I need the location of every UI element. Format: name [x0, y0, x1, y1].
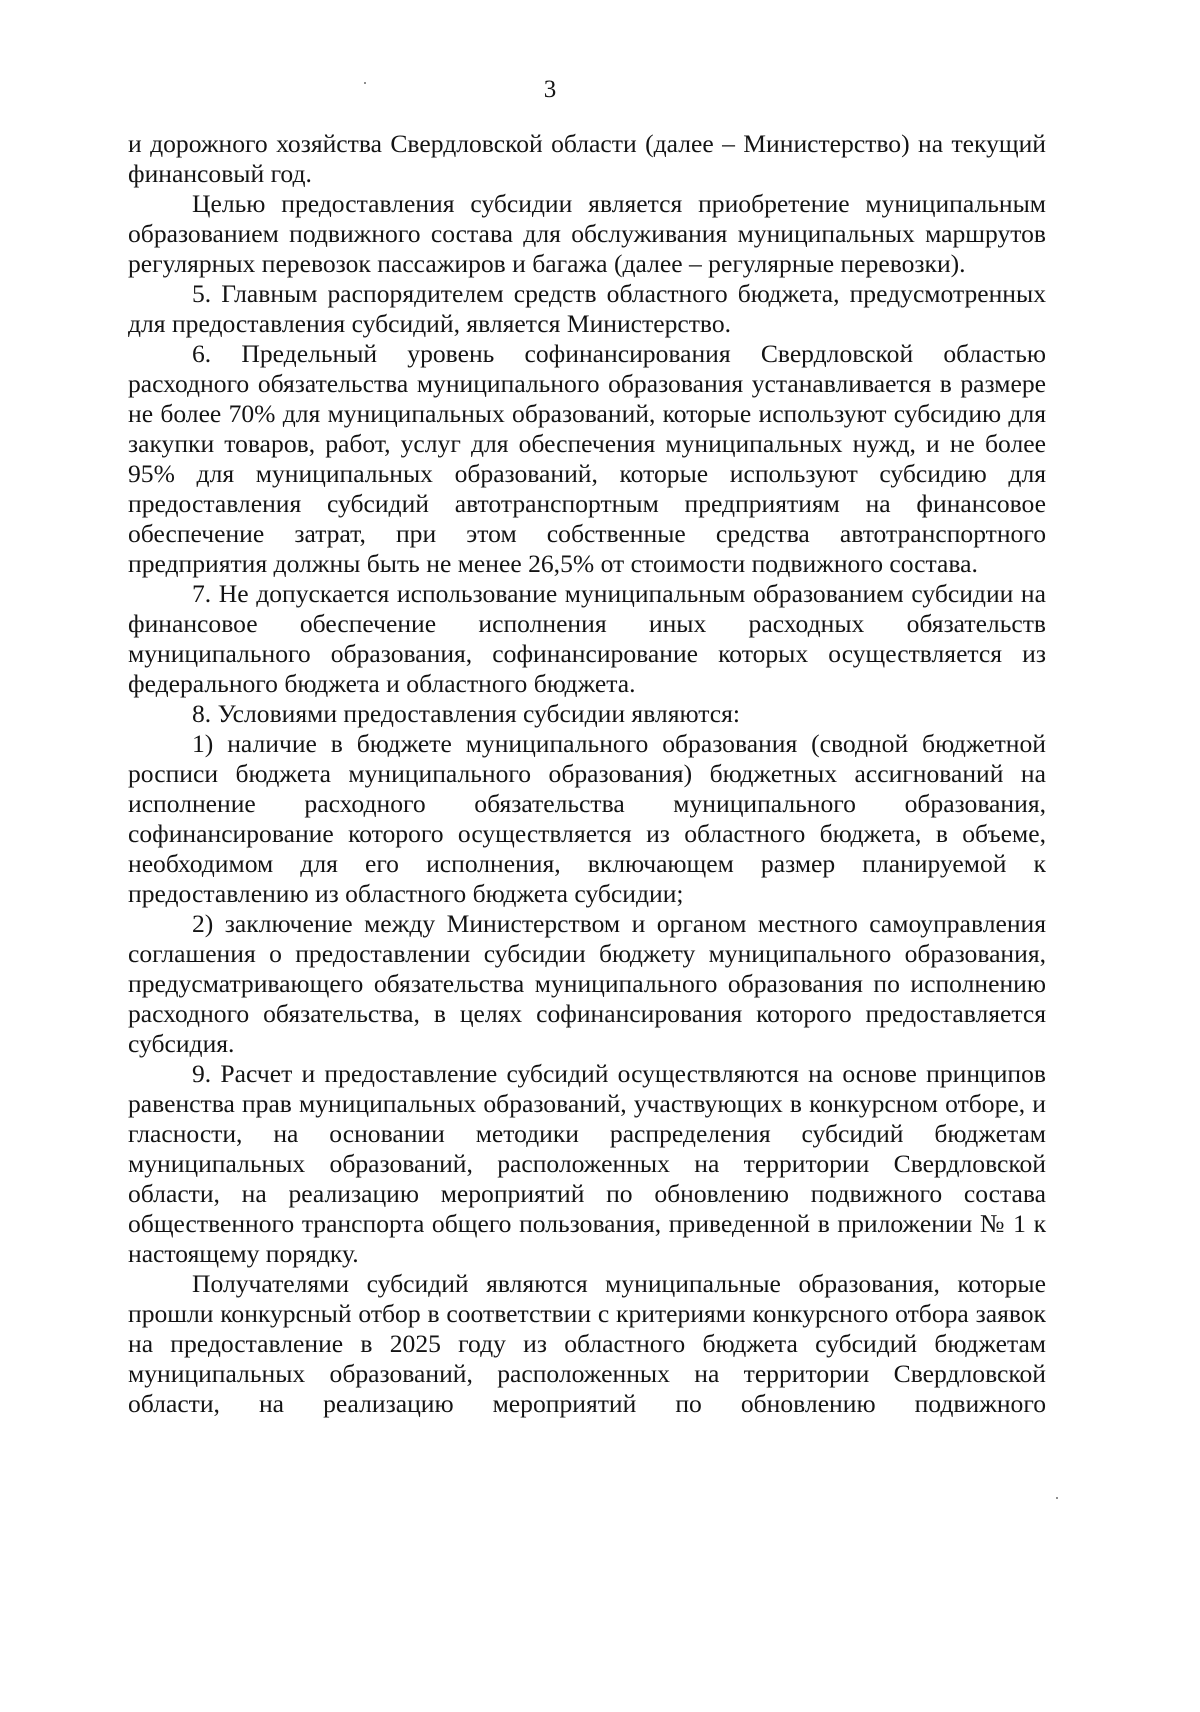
paragraph-item-5: 5. Главным распорядителем средств областного бюджета, предусмотренных для предоставления субсидий, является Министерство. — [128, 279, 1046, 338]
paragraph-recipients: Получателями субсидий являются муниципальные образования, которые прошли конкурсный отбор в соответствии с критериями конкурсного отбора заявок на предоставление в 2025 году из областного бюджета субсидий бюджетам муниципальных образований, расположенных на территории Свердловской области, на реализацию мероприятий по обновлению подвижного — [128, 1269, 1046, 1418]
paragraph-continuation: и дорожного хозяйства Свердловской области (далее – Министерство) на текущий финансовый год. — [128, 129, 1046, 188]
document-body — [128, 129, 1046, 1419]
paragraph-item-8-2: 2) заключение между Министерством и органом местного самоуправления соглашения о предоставлении субсидии бюджету муниципального образования, предусматривающего обязательства муниципального образования по исполнению расходного обязательства, в целях софинансирования которого предоставляется субсидия. — [128, 909, 1046, 1058]
scan-speck — [1056, 1497, 1058, 1499]
paragraph-item-8-1: 1) наличие в бюджете муниципального образования (сводной бюджетной росписи бюджета муниципального образования) бюджетных ассигнований на исполнение расходного обязательства муниципального образования, софинансирование которого осуществляется из областного бюджета, в объеме, необходимом для его исполнения, включающем размер планируемой к предоставлению из областного бюджета субсидии; — [128, 729, 1046, 908]
paragraph-item-7: 7. Не допускается использование муниципальным образованием субсидии на финансовое обеспечение исполнения иных расходных обязательств муниципального образования, софинансирование которых осуществляется из федерального бюджета и областного бюджета. — [128, 579, 1046, 698]
paragraph-item-9: 9. Расчет и предоставление субсидий осуществляются на основе принципов равенства прав муниципальных образований, участвующих в конкурсном отборе, и гласности, на основании методики распределения субсидий бюджетам муниципальных образований, расположенных на территории Свердловской области, на реализацию мероприятий по обновлению подвижного состава общественного транспорта общего пользования, приведенной в приложении № 1 к настоящему порядку. — [128, 1059, 1046, 1268]
paragraph-item-8: 8. Условиями предоставления субсидии являются: — [192, 699, 741, 728]
paragraph-item-6: 6. Предельный уровень софинансирования Свердловской областью расходного обязательства муниципального образования устанавливается в размере не более 70% для муниципальных образований, которые используют субсидию для закупки товаров, работ, услуг для обеспечения муниципальных нужд, и не более 95% для муниципальных образований, которые используют субсидию для предоставления субсидий автотранспортным предприятиям на финансовое обеспечение затрат, при этом собственные средства автотранспортного предприятия должны быть не менее 26,5% от стоимости подвижного состава. — [128, 339, 1046, 578]
page-number: 3 — [543, 76, 557, 103]
paragraph-subsidy-purpose: Целью предоставления субсидии является приобретение муниципальным образованием подвижного состава для обслуживания муниципальных маршрутов регулярных перевозок пассажиров и багажа (далее – регулярные перевозки). — [128, 189, 1046, 278]
